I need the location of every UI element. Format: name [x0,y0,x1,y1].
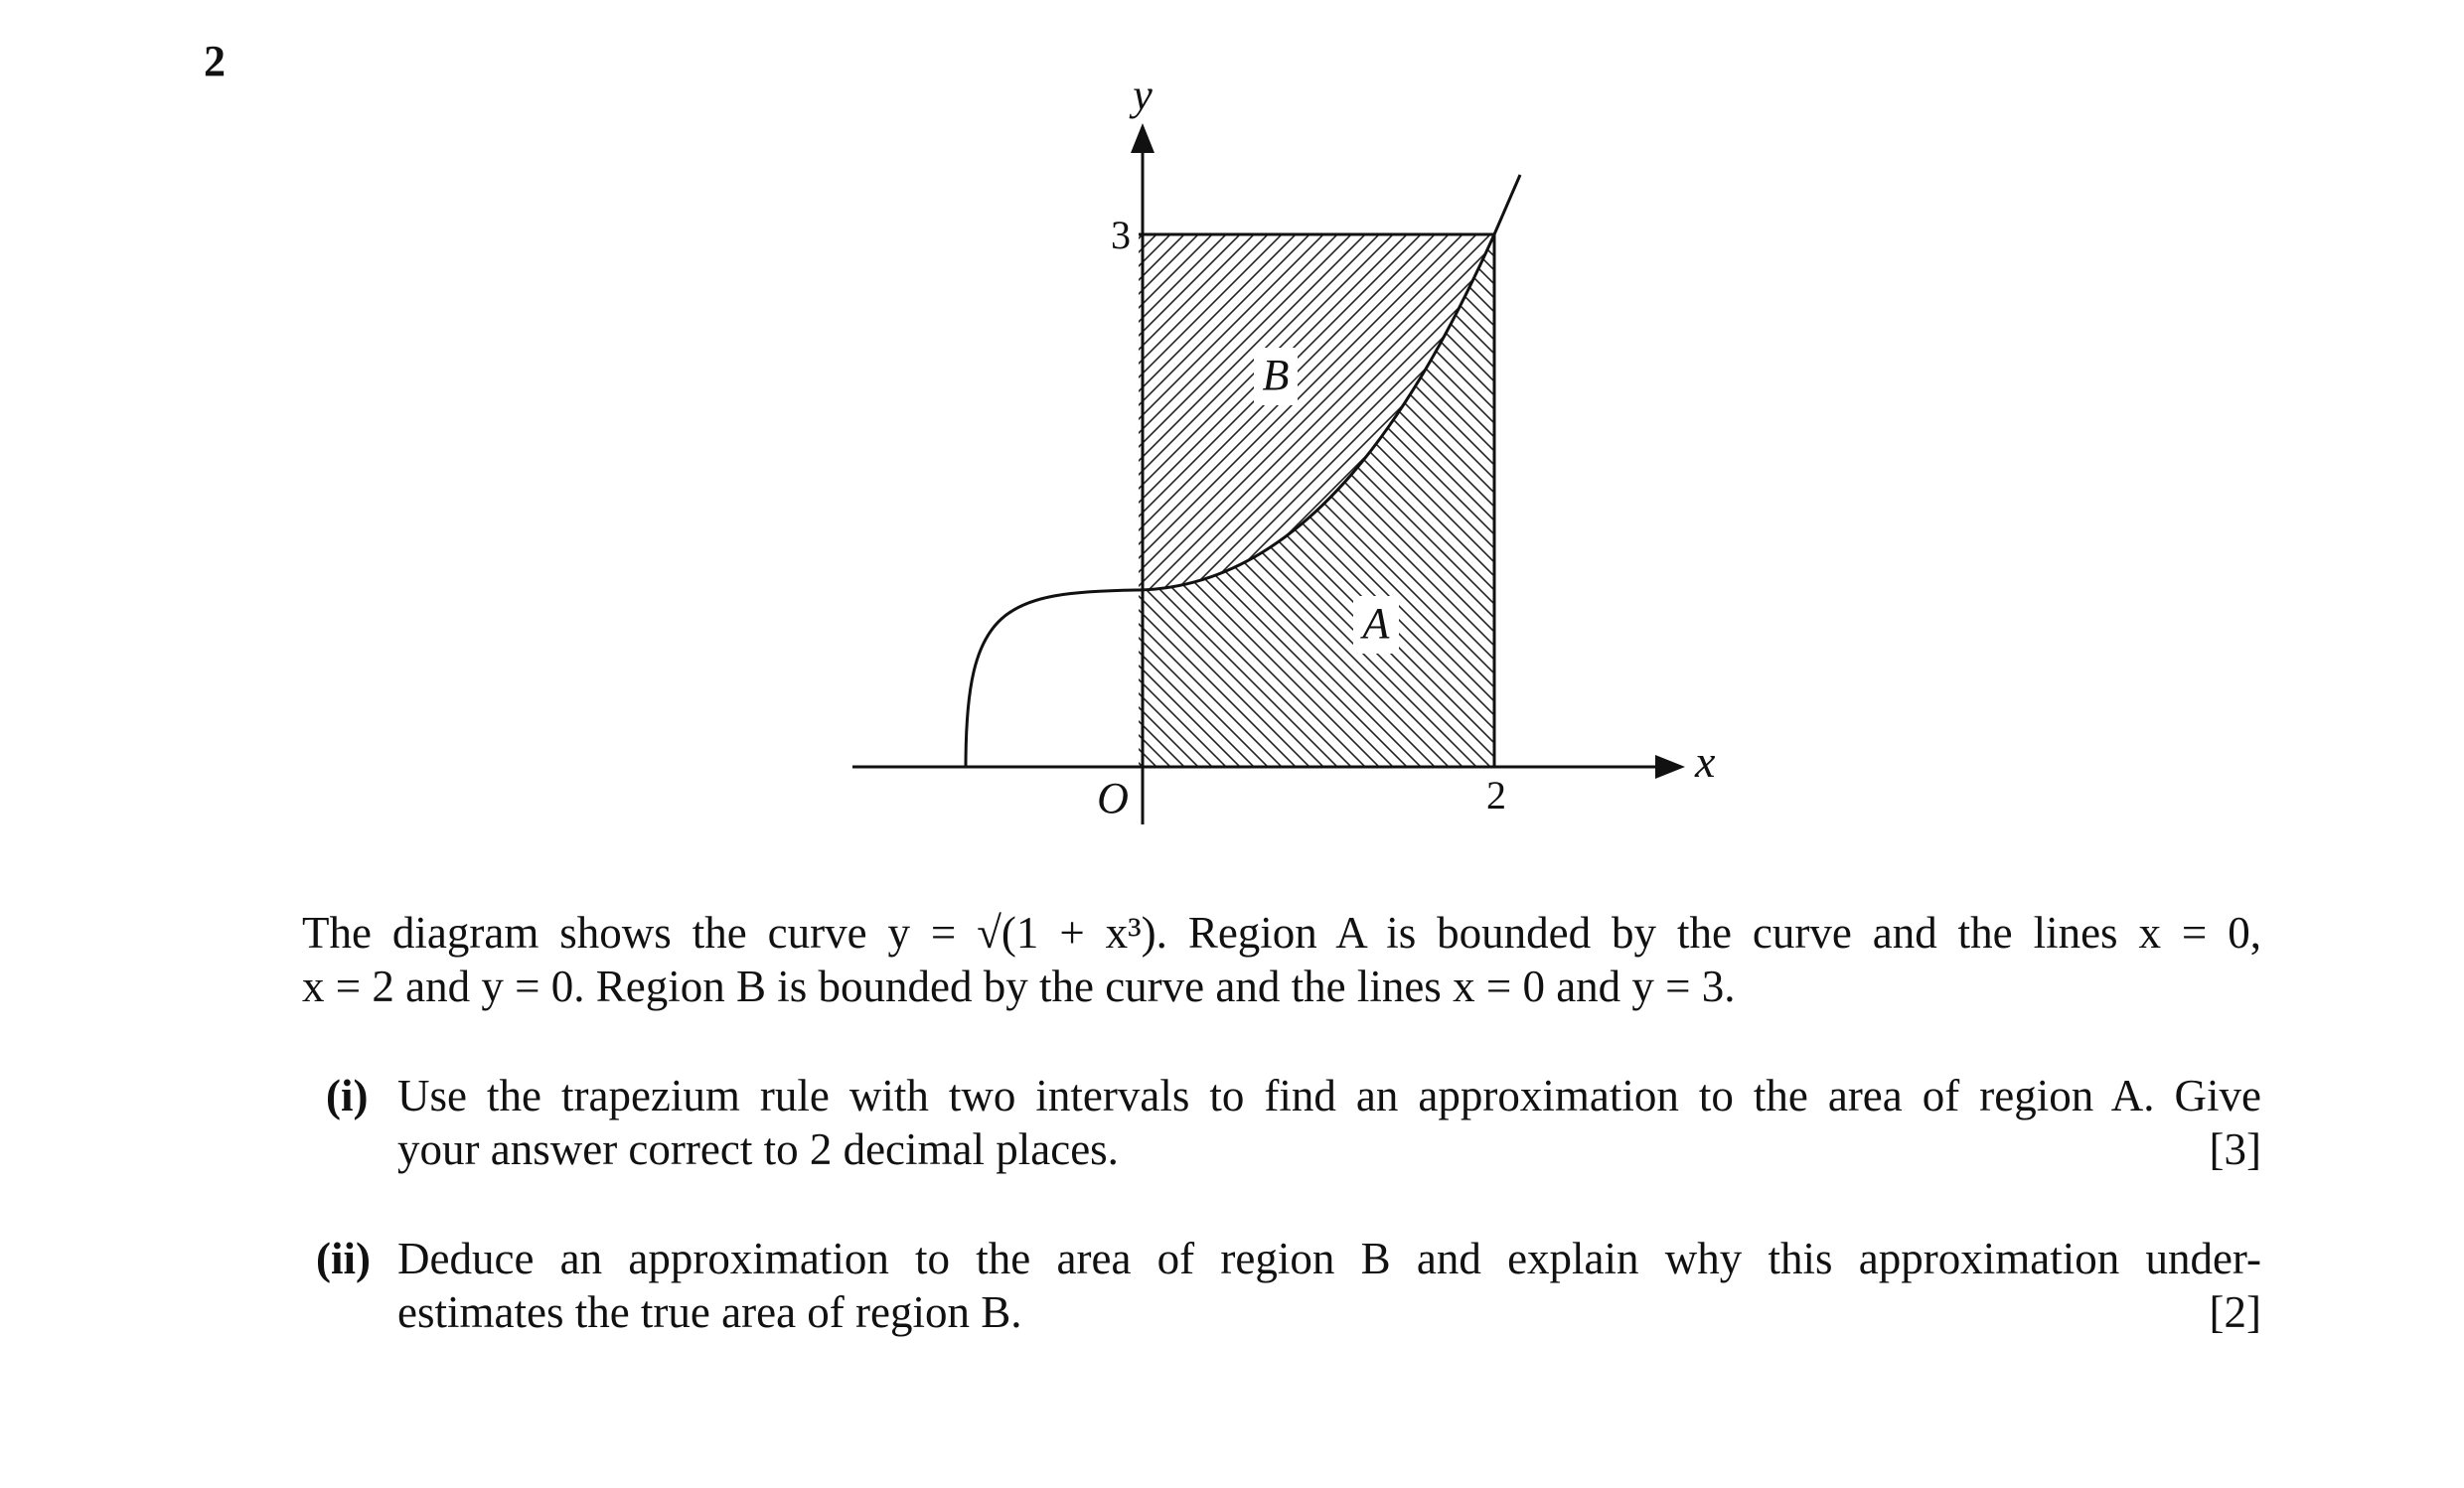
y-tick-label: 3 [1111,213,1131,257]
intro-line-1: The diagram shows the curve y = √(1 + x³). Region A is bounded by the curve and the lines x = 0, [302,908,2261,958]
part-ii-line-2: estimates the true area of region B. [397,1287,1022,1337]
part-i-line-1: Use the trapezium rule with two intervals to find an approximation to the area of region A. Give [397,1071,2261,1120]
part-i-marks: [3] [2209,1124,2261,1174]
origin-label: O [1097,774,1129,822]
x-axis-arrow-icon [1655,755,1685,779]
region-b-label: B [1262,351,1290,399]
part-i-line-2: your answer correct to 2 decimal places. [397,1124,1119,1174]
part-ii-line-1: Deduce an approximation to the area of region B and explain why this approximation under- [397,1234,2261,1283]
part-i-label: (i) [326,1071,369,1120]
question-intro [302,906,2261,1013]
intro-line-2: x = 2 and y = 0. Region B is bounded by the curve and the lines x = 0 and y = 3. [302,962,1736,1011]
region-a-label: A [1362,599,1390,648]
part-ii-marks: [2] [2209,1287,2261,1337]
y-axis-arrow-icon [1131,123,1155,153]
part-ii [302,1232,2261,1341]
x-tick-label: 2 [1486,773,1506,818]
question-number: 2 [204,37,226,85]
part-ii-label: (ii) [316,1234,371,1283]
x-axis-label: x [1695,736,1716,787]
part-i [302,1069,2261,1178]
y-axis-label: y [1133,71,1153,119]
